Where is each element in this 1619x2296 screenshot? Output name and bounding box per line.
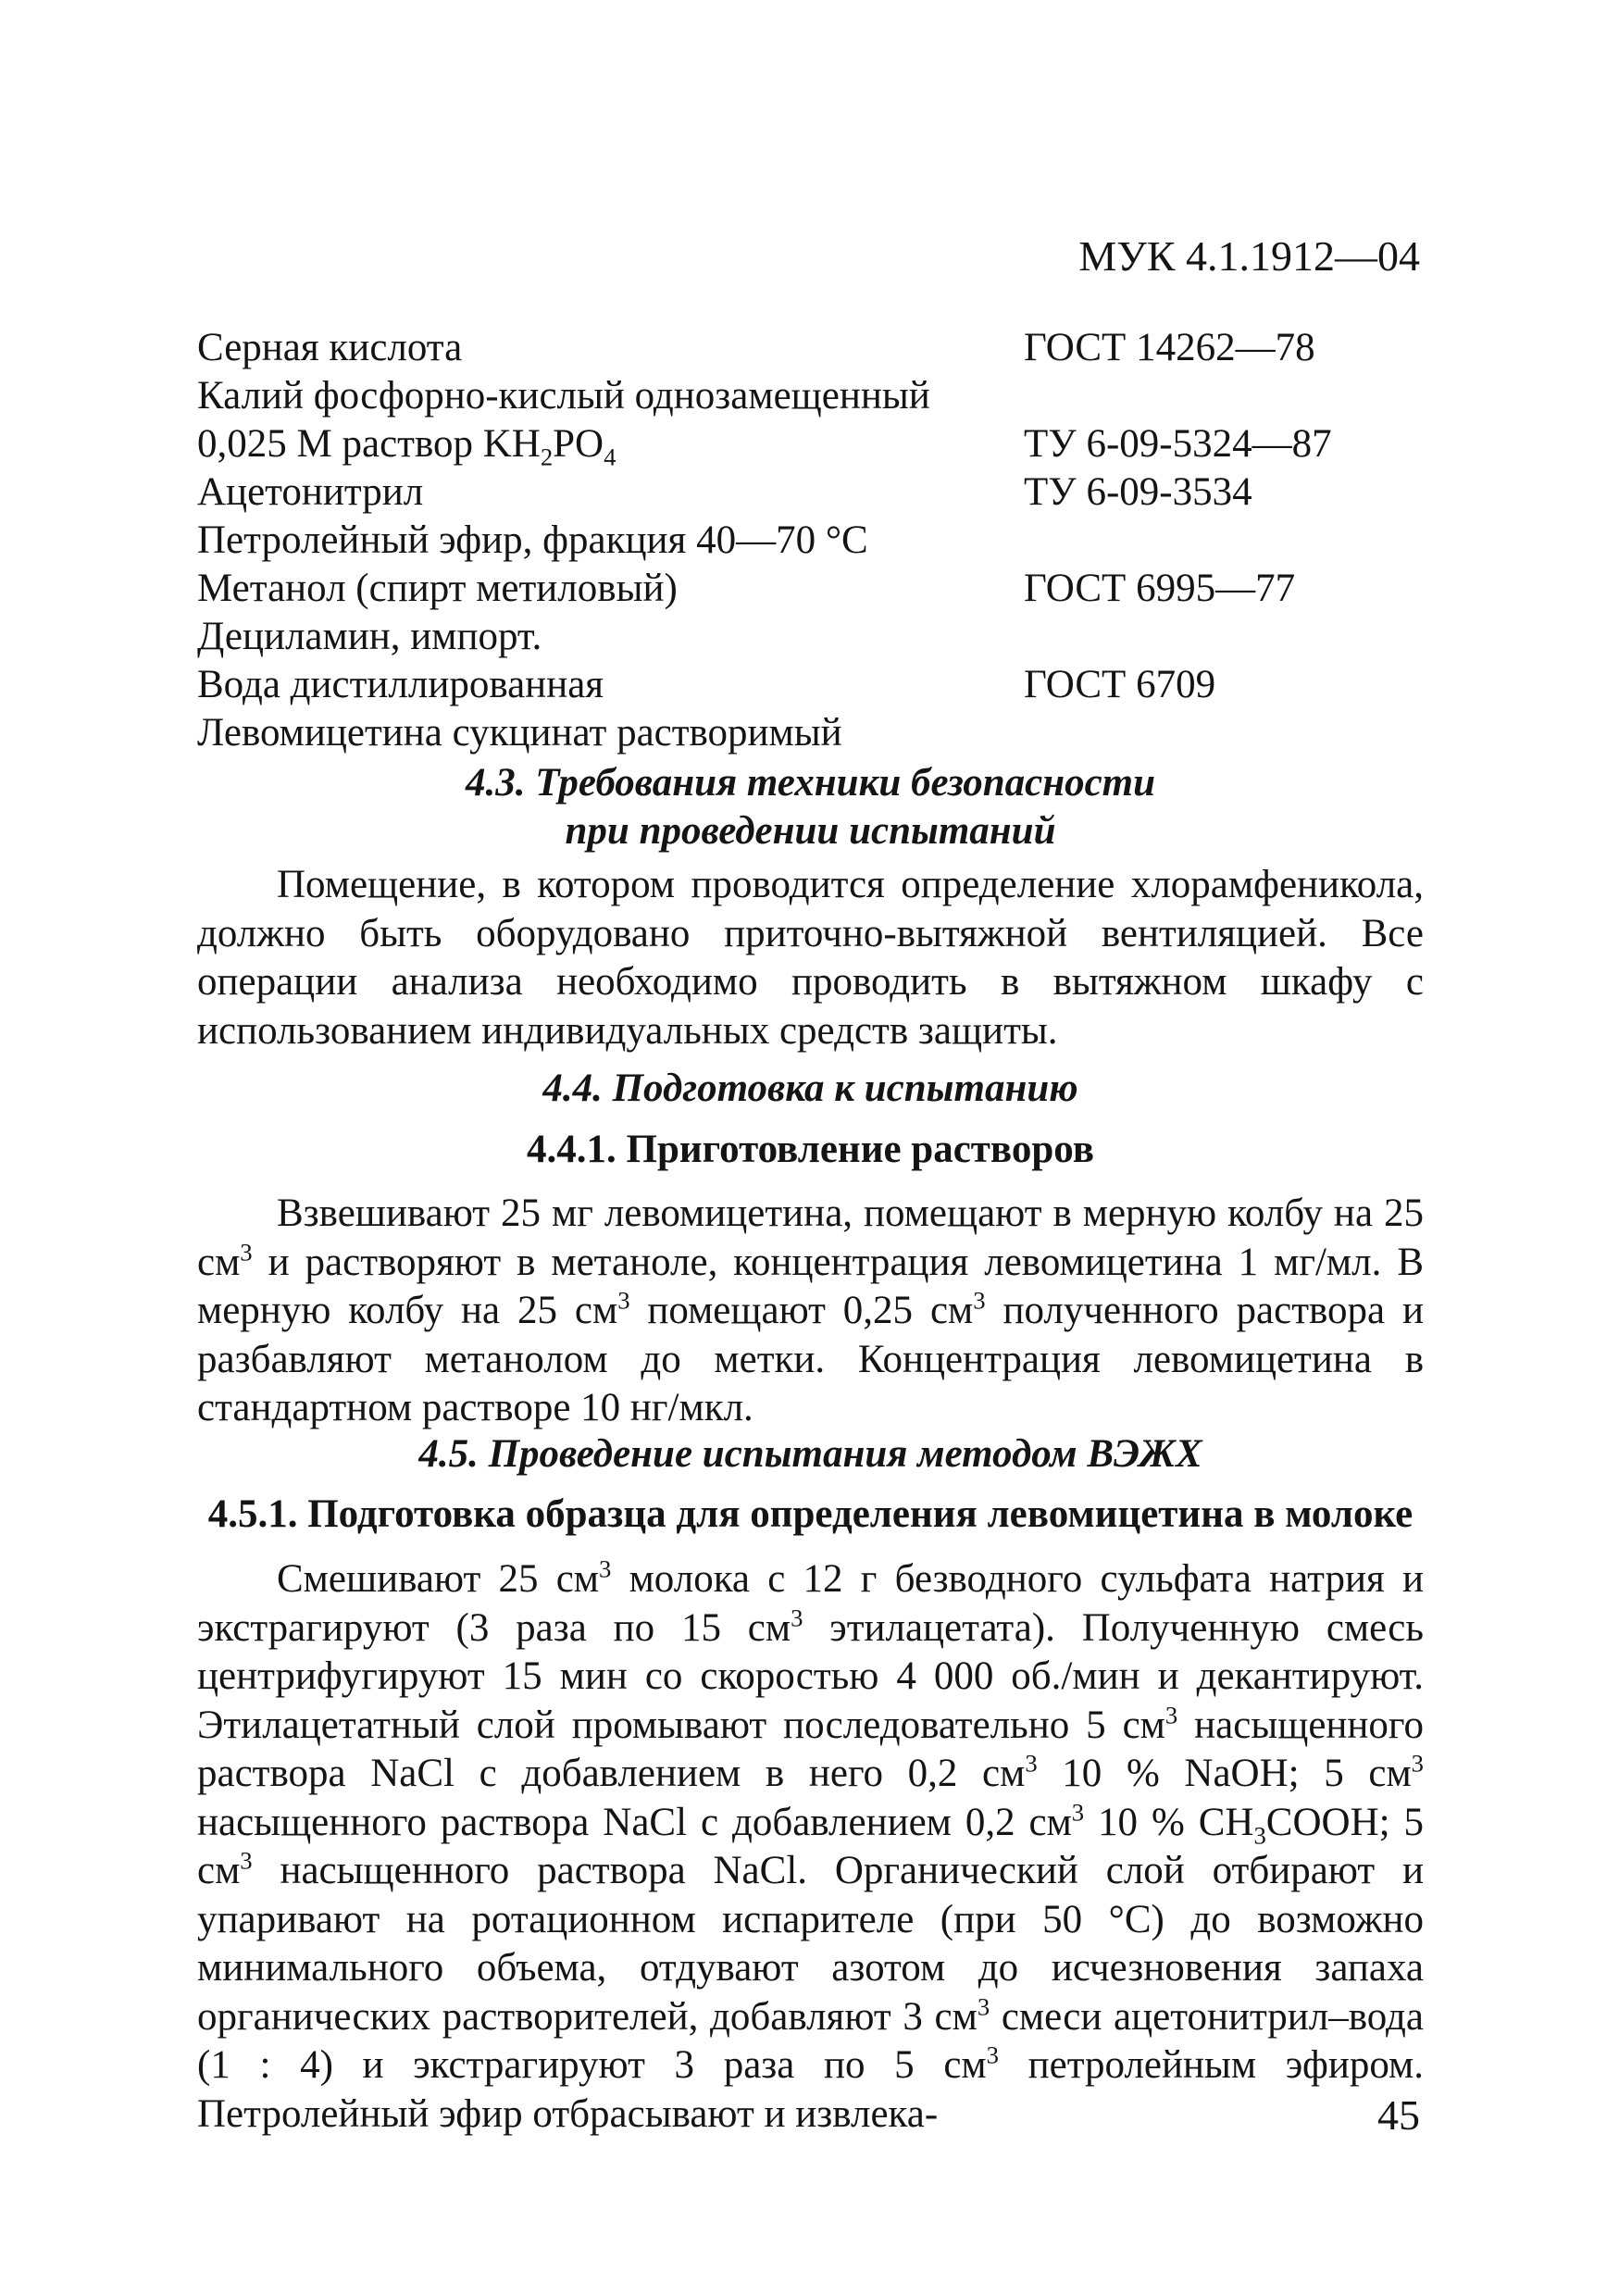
page-number: 45 (1377, 2091, 1420, 2139)
reagent-name: Левомицетина сукцинат растворимый (197, 711, 842, 755)
reagent-name: 0,025 М раствор $KH_2PO_4$ (197, 422, 616, 471)
reagent-row (197, 517, 1438, 565)
reagent-row (197, 468, 1438, 517)
reagent-name: Калий фосфорно-кислый однозамещенный (197, 374, 930, 418)
reagent-standard: ТУ 6-09-5324—87 (1024, 422, 1332, 466)
reagent-name: Дециламин, импорт. (197, 615, 542, 658)
reagent-row (197, 613, 1438, 661)
reagent-name: Ацетонитрил (197, 470, 424, 514)
document-code: МУК 4.1.1912—04 (1078, 232, 1420, 280)
paragraph-sample-prep (197, 1555, 1424, 2139)
reagent-row (197, 372, 1438, 420)
reagents-list (197, 324, 1438, 757)
reagent-standard: ГОСТ 6995—77 (1024, 567, 1296, 610)
reagent-standard: ГОСТ 6709 (1024, 663, 1216, 706)
reagent-row (197, 324, 1438, 372)
paragraph-solutions-text: Взвешивают 25 мг левомицетина, помещают в мерную колбу на 25 $см^3$ и растворяют в метаноле, концентрация левомицетина 1 мг/мл. В мерную колбу на 25 $см^3$ помещают 0,25 $см^3$ полученного раствора и разбавляют метанолом до метки. Концентрация левомицетина в стандартном растворе 10 нг/мкл. (197, 1192, 1424, 1429)
reagent-name: Серная кислота (197, 326, 463, 369)
reagent-name: Вода дистиллированная (197, 663, 604, 706)
reagent-name: Петролейный эфир, фракция 40—70 °С (197, 518, 868, 562)
section-heading-4-5: 4.5. Проведение испытания методом ВЭЖХ (418, 1432, 1202, 1476)
reagent-row (197, 709, 1438, 757)
paragraph-sample-prep-text: Смешивают 25 $см^3$ молока с 12 г безводного сульфата натрия и экстрагируют (3 раза по 15 $см^3$ этилацетата). Полученную смесь центрифугируют 15 мин со скоростью 4 000 об./мин и декантируют. Этилацетатный слой промывают последовательно 5 $см^3$ насыщенного раствора NaCl с добавлением в него 0,2 $см^3$ 10 % NaOH; 5 $см^3$ насыщенного раствора NaCl с добавлением 0,2 $см^3$ 10 % $CH_3COOH$; 5 $см^3$ насыщенного раствора NaCl. Органический слой отбирают и упаривают на ротационном испарителе (при 50 °С) до возможно минимального объема, отдувают азотом до исчезновения запаха органических растворителей, добавляют 3 $см^3$ смеси ацетонитрил–вода (1 : 4) и экстрагируют 3 раза по 5 $см^3$ петролейным эфиром. Петролейный эфир отбрасывают и извлека- (197, 1554, 1424, 2136)
reagent-standard: ГОСТ 14262—78 (1024, 326, 1315, 369)
reagent-name: Метанол (спирт метиловый) (197, 567, 678, 610)
paragraph-safety-text: Помещение, в котором проводится определение хлорамфеникола, должно быть оборудовано приточно-вытяжной вентиляцией. Все операции анализа необходимо проводить в вытяжном шкафу с использованием индивидуальных средств защиты. (197, 863, 1424, 1053)
paragraph-solutions (197, 1190, 1424, 1433)
section-heading-4-5-1: 4.5.1. Подготовка образца для определения левомицетина в молоке (207, 1492, 1414, 1536)
section-heading-4-4-1: 4.4.1. Приготовление растворов (527, 1128, 1094, 1171)
paragraph-safety (197, 861, 1424, 1055)
section-heading-4-3-line2: при проведении испытаний (565, 809, 1056, 853)
reagent-row (197, 565, 1438, 613)
reagent-row (197, 661, 1438, 709)
reagent-standard: ТУ 6-09-3534 (1024, 470, 1252, 514)
section-heading-4-4: 4.4. Подготовка к испытанию (542, 1067, 1078, 1110)
reagent-row (197, 420, 1438, 471)
section-heading-4-3-line1: 4.3. Требования техники безопасности (465, 761, 1156, 805)
